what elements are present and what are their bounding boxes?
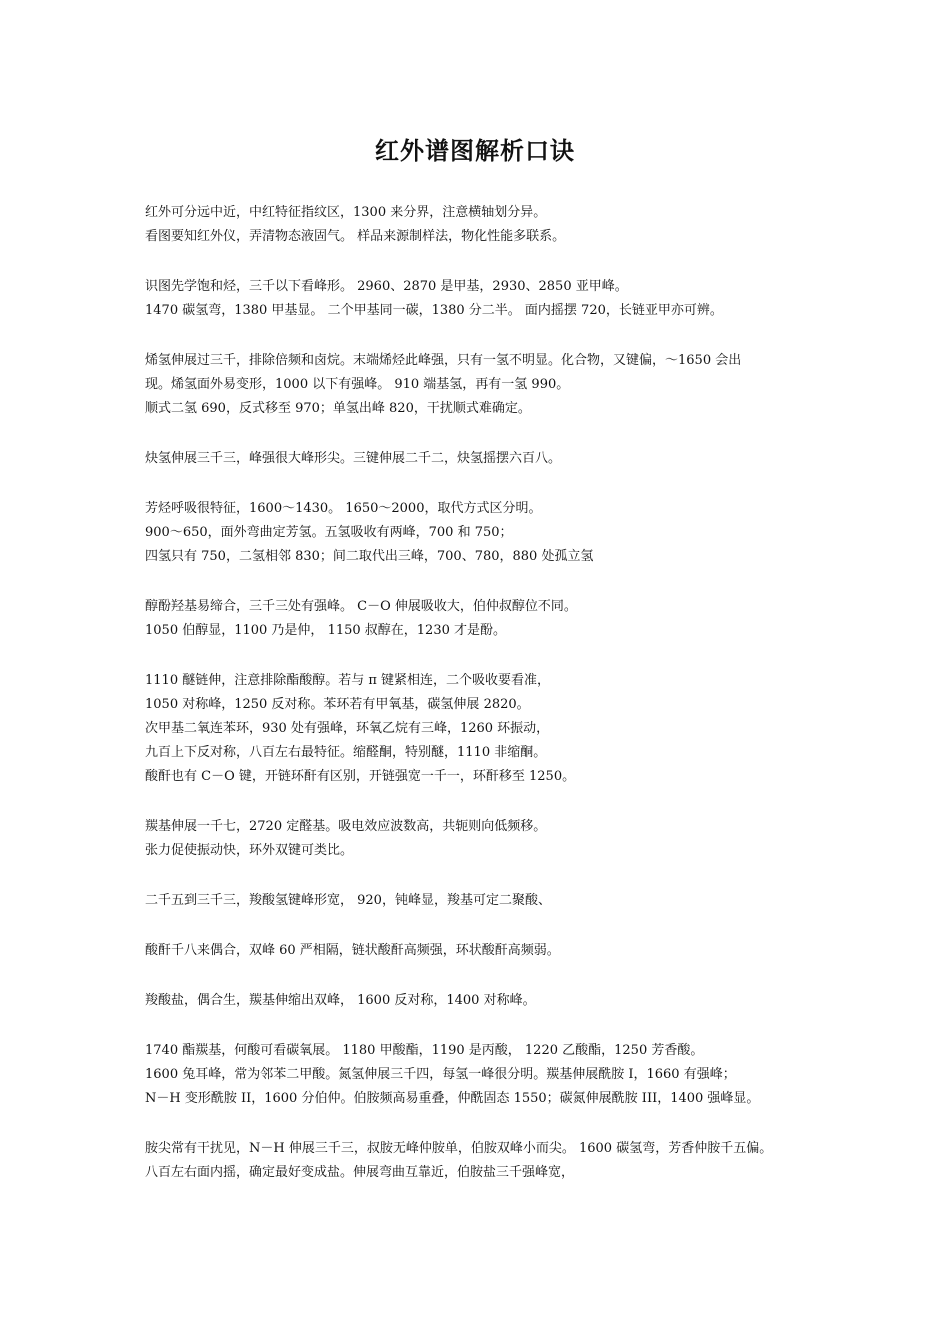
paragraph-gap	[145, 863, 825, 889]
paragraph	[145, 669, 825, 789]
text-line: 1740 酯羰基，何酸可看碳氧展。 1180 甲酸酯，1190 是丙酸， 1220 乙酸酯，1250 芳香酸。	[145, 1043, 704, 1058]
text-line: 酸酐千八来偶合，双峰 60 严相隔，链状酸酐高频强，环状酸酐高频弱。	[145, 943, 560, 958]
text-line: 炔氢伸展三千三，峰强很大峰形尖。三键伸展二千二，炔氢摇摆六百八。	[145, 451, 562, 466]
paragraph	[145, 1137, 825, 1185]
text-line: 1050 伯醇显，1100 乃是仲， 1150 叔醇在，1230 才是酚。	[145, 623, 506, 638]
paragraph	[145, 889, 825, 913]
text-line: 九百上下反对称，八百左右最特征。缩醛酮，特别醚，1110 非缩酮。	[145, 745, 547, 760]
paragraph	[145, 497, 825, 569]
page-title: 红外谱图解析口诀	[375, 136, 575, 165]
text-line: 羰基伸展一千七，2720 定醛基。吸电效应波数高，共轭则向低频移。	[145, 819, 547, 834]
paragraph	[145, 595, 825, 643]
paragraph	[145, 349, 825, 421]
paragraph	[145, 989, 825, 1013]
text-line: 羧酸盐，偶合生，羰基伸缩出双峰， 1600 反对称，1400 对称峰。	[145, 993, 536, 1008]
text-line: 1050 对称峰，1250 反对称。苯环若有甲氧基，碳氢伸展 2820。	[145, 697, 530, 712]
paragraph-gap	[145, 1013, 825, 1039]
paragraph-gap	[145, 421, 825, 447]
text-line: 1600 兔耳峰，常为邻苯二甲酸。氮氢伸展三千四，每氢一峰很分明。羰基伸展酰胺 I，1660 有强峰；	[145, 1067, 736, 1082]
paragraph	[145, 275, 825, 323]
text-line: 现。烯氢面外易变形，1000 以下有强峰。 910 端基氢，再有一氢 990。	[145, 377, 570, 392]
text-line: 识图先学饱和烃，三千以下看峰形。 2960、2870 是甲基，2930、2850 亚甲峰。	[145, 279, 628, 294]
document-body	[145, 201, 825, 1185]
text-line: 八百左右面内摇，确定最好变成盐。伸展弯曲互靠近，伯胺盐三千强峰宽，	[145, 1165, 575, 1180]
text-line: 次甲基二氧连苯环，930 处有强峰，环氧乙烷有三峰，1260 环振动，	[145, 721, 550, 736]
text-line: 红外可分远中近，中红特征指纹区，1300 来分界，注意横轴划分异。	[145, 205, 547, 220]
text-line: 看图要知红外仪，弄清物态液固气。 样品来源制样法，物化性能多联系。	[145, 229, 566, 244]
paragraph	[145, 939, 825, 963]
paragraph-gap	[145, 963, 825, 989]
text-line: 1470 碳氢弯，1380 甲基显。 二个甲基同一碳，1380 分二半。 面内摇摆 720，长链亚甲亦可辨。	[145, 303, 723, 318]
text-line: 二千五到三千三，羧酸氢键峰形宽， 920，钝峰显，羧基可定二聚酸、	[145, 893, 551, 908]
paragraph	[145, 201, 825, 249]
text-line: 胺尖常有干扰见，N－H 伸展三千三，叔胺无峰仲胺单，伯胺双峰小而尖。 1600 碳氢弯，芳香仲胺千五偏。	[145, 1141, 773, 1156]
text-line: 酸酐也有 C－O 键，开链环酐有区别，开链强宽一千一，环酐移至 1250。	[145, 769, 576, 784]
paragraph	[145, 447, 825, 471]
text-line: 张力促使振动快，环外双键可类比。	[145, 843, 354, 858]
paragraph-gap	[145, 1111, 825, 1137]
paragraph-gap	[145, 249, 825, 275]
paragraph-gap	[145, 323, 825, 349]
text-line: 四氢只有 750，二氢相邻 830；间二取代出三峰，700、780，880 处孤立氢	[145, 549, 594, 564]
text-line: 900～650，面外弯曲定芳氢。五氢吸收有两峰，700 和 750；	[145, 525, 513, 540]
paragraph-gap	[145, 789, 825, 815]
text-line: 芳烃呼吸很特征，1600～1430。 1650～2000，取代方式区分明。	[145, 501, 542, 516]
text-line: 1110 醚链伸，注意排除酯酸醇。若与 π 键紧相连，二个吸收要看准，	[145, 673, 551, 688]
text-line: 醇酚羟基易缔合，三千三处有强峰。 C－O 伸展吸收大，伯仲叔醇位不同。	[145, 599, 577, 614]
text-line: 烯氢伸展过三千，排除倍频和卤烷。末端烯烃此峰强，只有一氢不明显。化合物，又键偏，～1650 会出	[145, 353, 742, 368]
paragraph	[145, 815, 825, 863]
paragraph-gap	[145, 471, 825, 497]
paragraph-gap	[145, 569, 825, 595]
paragraph	[145, 1039, 825, 1111]
paragraph-gap	[145, 913, 825, 939]
text-line: N－H 变形酰胺 II，1600 分伯仲。伯胺频高易重叠，仲酰固态 1550；碳氮伸展酰胺 III，1400 强峰显。	[145, 1091, 760, 1106]
text-line: 顺式二氢 690，反式移至 970；单氢出峰 820，干扰顺式难确定。	[145, 401, 531, 416]
paragraph-gap	[145, 643, 825, 669]
